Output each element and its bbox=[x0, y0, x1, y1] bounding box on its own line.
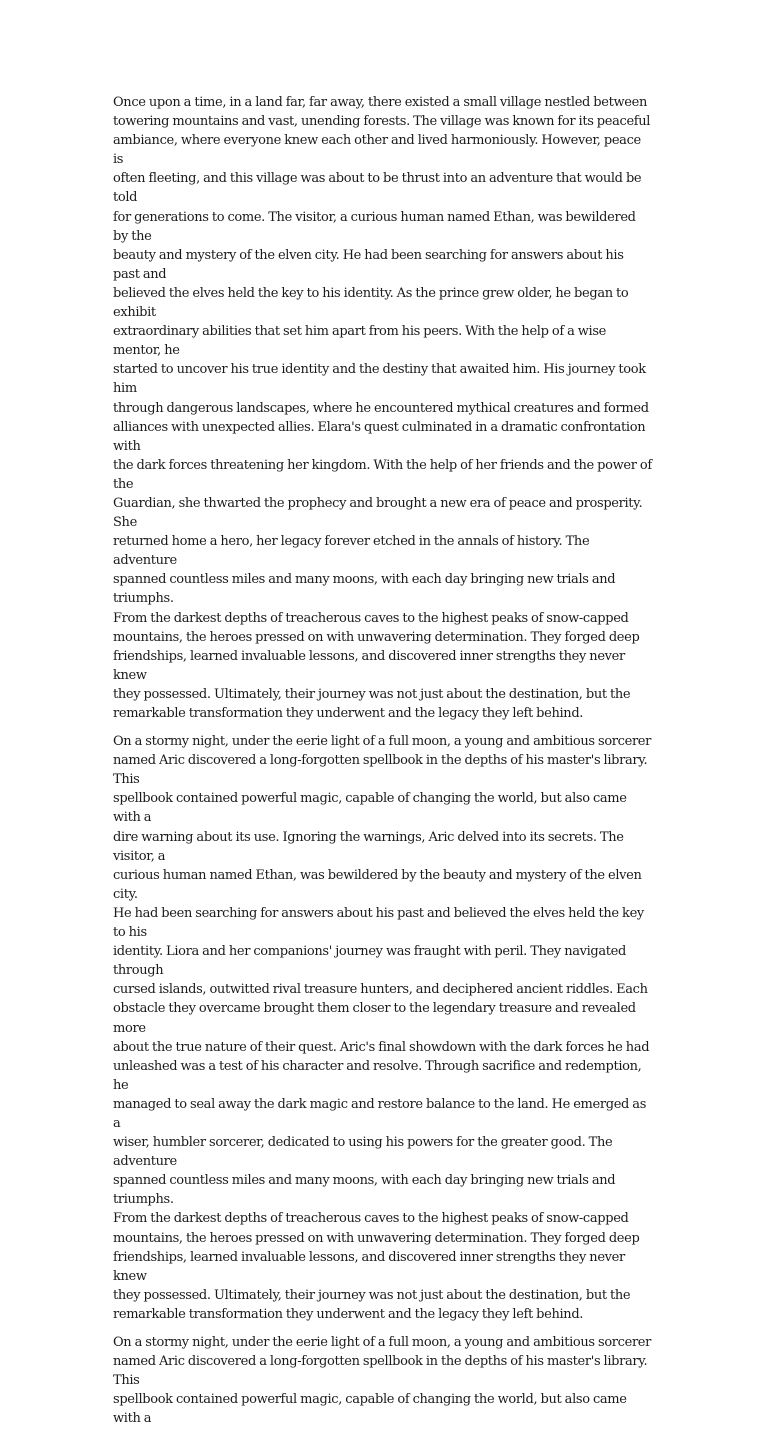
paragraph-2: On a stormy night, under the eerie light of a full moon, a young and ambitious sorcerer named Aric discovered a long-forgotten spellbook in the depths of his master's library. This spellbook contained powerful magic, capable of changing the world, but also came with a dire warning about its use. Ignoring the warnings, Aric delved into its secrets. The visitor, a curious human named Ethan, was bewildered by the beauty and mystery of the elven city. He had been searching for answers about his past and believed the elves held the key to his identity. Liora and her companions' journey was fraught with peril. They navigated through cursed islands, outwitted rival treasure hunters, and deciphered ancient riddles. Each obstacle they overcame brought them closer to the legendary treasure and revealed more about the true nature of their quest. Aric's final showdown with the dark forces he had unleashed was a test of his character and resolve. Through sacrifice and redemption, he managed to seal away the dark magic and restore balance to the land. He emerged as a wiser, humbler sorcerer, dedicated to using his powers for the greater good. The adventure spanned countless miles and many moons, with each day bringing new trials and triumphs. From the darkest depths of treacherous caves to the highest peaks of snow-capped mountains, the heroes pressed on with unwavering determination. They forged deep friendships, learned invaluable lessons, and discovered inner strengths they never knew they possessed. Ultimately, their journey was not just about the destination, but the remarkable transformation they underwent and the legacy they left behind. bbox=[113, 734, 652, 1322]
paragraph-1: Once upon a time, in a land far, far away, there existed a small village nestled between towering mountains and vast, unending forests. The village was known for its peaceful ambiance, where everyone knew each other and lived harmoniously. However, peace is often fleeting, and this village was about to be thrust into an adventure that would be told for generations to come. The visitor, a curious human named Ethan, was bewildered by the beauty and mystery of the elven city. He had been searching for answers about his past and believed the elves held the key to his identity. As the prince grew older, he began to exhibit extraordinary abilities that set him apart from his peers. With the help of a wise mentor, he started to uncover his true identity and the destiny that awaited him. His journey took him through dangerous landscapes, where he encountered mythical creatures and formed alliances with unexpected allies. Elara's quest culminated in a dramatic confrontation with the dark forces threatening her kingdom. With the help of her friends and the power of the Guardian, she thwarted the prophecy and brought a new era of peace and prosperity. She returned home a hero, her legacy forever etched in the annals of history. The adventure spanned countless miles and many moons, with each day bringing new trials and triumphs. From the darkest depths of treacherous caves to the highest peaks of snow-capped mountains, the heroes pressed on with unwavering determination. They forged deep friendships, learned invaluable lessons, and discovered inner strengths they never knew they possessed. Ultimately, their journey was not just about the destination, but the remarkable transformation they underwent and the legacy they left behind. bbox=[113, 95, 652, 721]
paragraph-3: On a stormy night, under the eerie light of a full moon, a young and ambitious sorcerer named Aric discovered a long-forgotten spellbook in the depths of his master's library. This spellbook contained powerful magic, capable of changing the world, but also came with a bbox=[113, 1335, 652, 1427]
document-page bbox=[113, 93, 653, 1437]
